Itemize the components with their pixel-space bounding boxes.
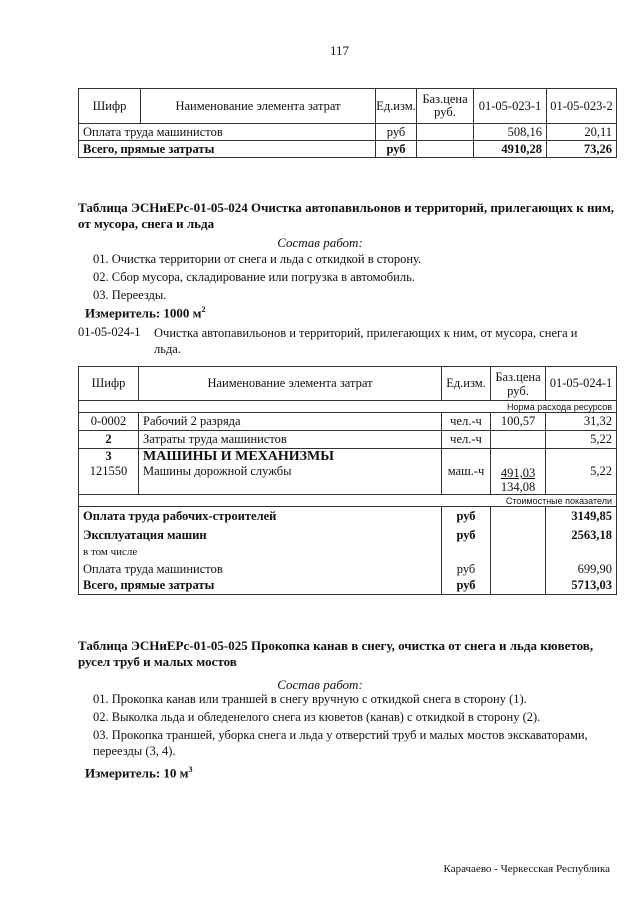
cost-name: Эксплуатация машин	[79, 527, 442, 544]
cost-price	[491, 561, 546, 578]
row-price	[417, 124, 474, 141]
machine-code: 121550	[89, 464, 128, 478]
cost-price	[491, 544, 546, 561]
row-unit: руб	[376, 124, 417, 141]
machine-price2: 134,08	[500, 480, 536, 494]
work-item: 01. Очистка территории от снега и льда с откидкой в сторону.	[93, 252, 422, 266]
cost-value: 2563,18	[546, 527, 617, 544]
row-v1: 4910,28	[474, 141, 547, 158]
work-item: 03. Прокопка траншей, уборка снега и льда у отверстий труб и малых мостов экскаваторами, переезды (3, 4).	[93, 728, 588, 758]
row-name: Затраты труда машинистов	[139, 431, 442, 449]
measure-text: Измеритель: 10 м	[85, 765, 189, 781]
table-row	[79, 413, 617, 431]
machine-value: 5,22	[546, 449, 617, 495]
table-01-05-024	[78, 366, 617, 595]
work-item: 03. Переезды.	[93, 288, 167, 302]
cost-row	[79, 527, 617, 544]
row-code: 0-0002	[79, 413, 139, 431]
row-unit: чел.-ч	[442, 413, 491, 431]
row-price	[491, 431, 546, 449]
work-item: 02. Выколка льда и обледенелого снега из кюветов (канав) с откидкой в сторону (2).	[93, 710, 541, 724]
header-price: Баз.цена руб.	[491, 367, 546, 401]
row-price: 100,57	[491, 413, 546, 431]
cost-name: в том числе	[79, 544, 442, 561]
work-item: 02. Сбор мусора, складирование или погрузка в автомобиль.	[93, 270, 415, 284]
cost-price	[491, 578, 546, 595]
measure-sup: 2	[201, 305, 206, 314]
code: 01-05-024-1	[78, 325, 141, 339]
row-price	[417, 141, 474, 158]
row-value: 5,22	[546, 431, 617, 449]
work-item: 01. Прокопка канав или траншей в снегу вручную с откидкой снега в сторону (1).	[93, 692, 527, 706]
cost-row	[79, 507, 617, 527]
header-code: Шифр	[79, 89, 141, 124]
header-name: Наименование элемента затрат	[141, 89, 376, 124]
header-col1: 01-05-023-1	[474, 89, 547, 124]
cost-unit: руб	[442, 527, 491, 544]
table-row	[79, 124, 617, 141]
machines-title: МАШИНЫ И МЕХАНИЗМЫ	[143, 449, 335, 464]
cost-unit	[442, 544, 491, 561]
works-title: Состав работ:	[277, 235, 363, 250]
section-title: Таблица ЭСНиЕРс-01-05-025 Прокопка канав в снегу, очистка от снега и льда кюветов, русел труб и малых мостов	[78, 638, 594, 669]
measure	[85, 305, 206, 321]
works-title: Состав работ:	[277, 677, 363, 692]
cost-value: 5713,03	[546, 578, 617, 595]
cost-name: Оплата труда машинистов	[79, 561, 442, 578]
cost-row	[79, 544, 617, 561]
cost-row	[79, 578, 617, 595]
cost-name: Оплата труда рабочих-строителей	[79, 507, 442, 527]
table-row	[79, 141, 617, 158]
measure-text: Измеритель: 1000 м	[85, 305, 202, 321]
cost-price	[491, 507, 546, 527]
header-code: Шифр	[79, 367, 139, 401]
code-description: Очистка автопавильонов и территорий, прилегающих к ним, от мусора, снега и льда.	[154, 326, 578, 356]
cost-value: 3149,85	[546, 507, 617, 527]
header-price: Баз.цена руб.	[417, 89, 474, 124]
row-v1: 508,16	[474, 124, 547, 141]
header-col2: 01-05-023-2	[547, 89, 617, 124]
cost-value: 699,90	[546, 561, 617, 578]
row-name: Рабочий 2 разряда	[139, 413, 442, 431]
table-row	[79, 431, 617, 449]
section-title: Таблица ЭСНиЕРс-01-05-024 Очистка автопавильонов и территорий, прилегающих к ним, от мусора, снега и льда	[78, 200, 615, 231]
row-v2: 73,26	[547, 141, 617, 158]
cost-unit: руб	[442, 578, 491, 595]
table-row	[79, 449, 617, 495]
row-code: 2	[79, 431, 139, 449]
measure-sup: 3	[188, 765, 193, 774]
machine-price: 491,03	[500, 466, 536, 480]
machine-name: Машины дорожной службы	[143, 464, 292, 478]
table-01-05-023	[78, 88, 617, 158]
cost-name: Всего, прямые затраты	[79, 578, 442, 595]
machines-code: 3	[105, 449, 112, 463]
header-unit: Ед.изм.	[376, 89, 417, 124]
row-value: 31,32	[546, 413, 617, 431]
cost-price	[491, 527, 546, 544]
machine-unit: маш.-ч	[442, 449, 491, 495]
header-col1: 01-05-024-1	[546, 367, 617, 401]
footer-region: Карачаево - Черкесская Республика	[443, 863, 610, 875]
page-number: 117	[330, 43, 350, 58]
header-name: Наименование элемента затрат	[139, 367, 442, 401]
row-name: Всего, прямые затраты	[79, 141, 376, 158]
row-name: Оплата труда машинистов	[79, 124, 376, 141]
row-unit: чел.-ч	[442, 431, 491, 449]
measure	[85, 765, 193, 781]
cost-unit: руб	[442, 507, 491, 527]
row-v2: 20,11	[547, 124, 617, 141]
row-unit: руб	[376, 141, 417, 158]
cost-row	[79, 561, 617, 578]
cost-unit: руб	[442, 561, 491, 578]
header-unit: Ед.изм.	[442, 367, 491, 401]
cost-label: Стоимостные показатели	[79, 495, 617, 507]
cost-value	[546, 544, 617, 561]
norm-label: Норма расхода ресурсов	[79, 401, 617, 413]
